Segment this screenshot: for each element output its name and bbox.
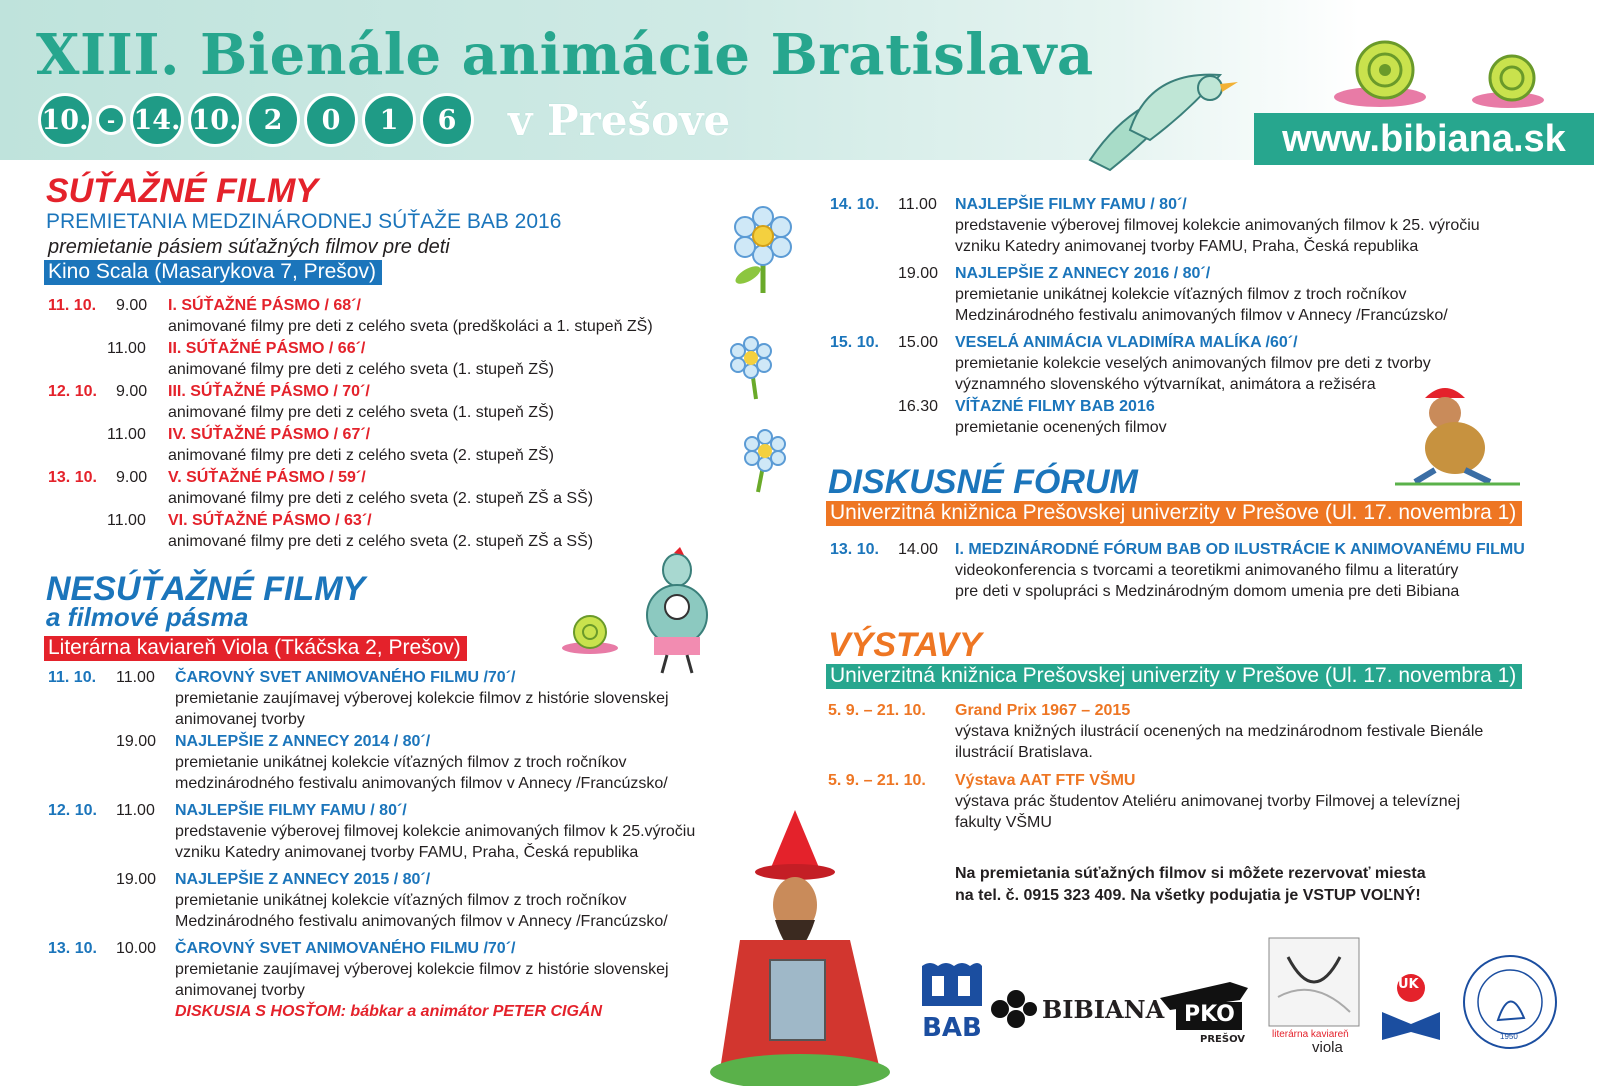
- flower-icon: [728, 205, 798, 295]
- snail-icon: [560, 612, 620, 656]
- forum-venue: Univerzitná knižnica Prešovskej univerzity v Prešove (Ul. 17. novembra 1): [826, 501, 1522, 526]
- event-desc: animovanej tvorby: [175, 982, 305, 999]
- event-title: NAJLEPŠIE Z ANNECY 2015 / 80´/: [175, 871, 431, 888]
- event-desc: pre deti v spolupráci s Medzinárodným domom umenia pre deti Bibiana: [955, 583, 1460, 600]
- event-time: 19.00: [116, 871, 157, 888]
- event-desc: výstava knižných ilustrácií ocenených na medzinárodnom festivale Bienále: [955, 723, 1484, 740]
- bibiana-logo: [990, 985, 1164, 1033]
- seal-year: 1950: [1500, 1032, 1518, 1041]
- notice-line: na tel. č. 0915 323 409. Na všetky podujatia je VSTUP VOĽNÝ!: [955, 887, 1421, 904]
- bibiana-label: BIBIANA: [1042, 994, 1165, 1024]
- gnome-illustration: [1395, 378, 1520, 486]
- exhibitions-title: VÝSTAVY: [828, 626, 982, 664]
- discussion-note: DISKUSIA S HOSŤOM: bábkar a animátor PETER CIGÁN: [175, 1003, 603, 1020]
- event-desc: Medzinárodného festivalu animovaných filmov v Annecy /Francúzsko/: [955, 307, 1448, 324]
- event-date: 12. 10.: [48, 802, 97, 819]
- event-desc: vzniku Katedry animovanej tvorby FAMU, Praha, Česká republika: [955, 238, 1419, 255]
- notice-line: Na premietania súťažných filmov si môžete rezervovať miesta: [955, 865, 1426, 882]
- event-title: NAJLEPŠIE FILMY FAMU / 80´/: [175, 802, 407, 819]
- event-title: II. SÚŤAŽNÉ PÁSMO / 66´/: [168, 340, 366, 357]
- snail-icon: [1470, 50, 1550, 110]
- date-circle: 2: [246, 93, 300, 147]
- event-desc: animované filmy pre deti z celého sveta (1. stupeň ZŠ): [168, 361, 554, 378]
- date-circle: 10.: [188, 93, 242, 147]
- date-circle: 10.: [38, 93, 92, 147]
- event-time: 16.30: [898, 398, 939, 415]
- noncompetition-venue: Literárna kaviareň Viola (Tkáčska 2, Prešov): [44, 636, 467, 661]
- place-label: v Prešove: [508, 95, 731, 145]
- reservation-notice: [955, 863, 1426, 907]
- event-title: Výstava AAT FTF VŠMU: [955, 772, 1136, 789]
- pko-sub-label: PREŠOV: [1200, 1034, 1246, 1045]
- event-desc: animované filmy pre deti z celého sveta (1. stupeň ZŠ): [168, 404, 554, 421]
- university-seal: [1462, 954, 1558, 1050]
- event-date: 5. 9. – 21. 10.: [828, 772, 926, 789]
- website-link[interactable]: www.bibiana.sk: [1254, 113, 1594, 165]
- event-desc: Medzinárodného festivalu animovaných filmov v Annecy /Francúzsko/: [175, 913, 668, 930]
- competition-title: SÚŤAŽNÉ FILMY: [46, 172, 318, 210]
- event-desc: animovanej tvorby: [175, 711, 305, 728]
- event-date: 15. 10.: [830, 334, 879, 351]
- event-title: V. SÚŤAŽNÉ PÁSMO / 59´/: [168, 469, 366, 486]
- event-time: 11.00: [116, 669, 155, 686]
- event-desc: premietanie unikátnej kolekcie víťazných filmov z troch ročníkov: [175, 892, 627, 909]
- noncompetition-title: NESÚŤAŽNÉ FILMY: [46, 570, 366, 608]
- event-date: 11. 10.: [48, 297, 97, 314]
- event-title: NAJLEPŠIE Z ANNECY 2014 / 80´/: [175, 733, 431, 750]
- event-title: ČAROVNÝ SVET ANIMOVANÉHO FILMU /70´/: [175, 669, 516, 686]
- event-time: 11.00: [116, 802, 155, 819]
- event-time: 15.00: [898, 334, 939, 351]
- event-desc: významného slovenského výtvarníkat, animátora a režiséra: [955, 376, 1376, 393]
- viola-mark-icon: [1268, 937, 1360, 1027]
- viola-sub-label: literárna kaviareň: [1272, 1029, 1349, 1040]
- viola-label: viola: [1312, 1039, 1343, 1056]
- event-desc: videokonferencia s tvorcami a teoretikmi animovaného filmu a literatúry: [955, 562, 1459, 579]
- event-date: 13. 10.: [48, 940, 97, 957]
- date-row: [38, 92, 730, 148]
- event-date: 5. 9. – 21. 10.: [828, 702, 926, 719]
- event-desc: premietanie unikátnej kolekcie víťazných filmov z troch ročníkov: [175, 754, 627, 771]
- event-time: 11.00: [107, 426, 146, 443]
- date-dash: -: [96, 105, 126, 135]
- bibiana-mark-icon: [990, 985, 1038, 1033]
- event-title: NAJLEPŠIE Z ANNECY 2016 / 80´/: [955, 265, 1211, 282]
- forum-title: DISKUSNÉ FÓRUM: [828, 463, 1138, 501]
- uk-logo: [1380, 972, 1442, 1042]
- event-date: 13. 10.: [830, 541, 879, 558]
- event-date: 14. 10.: [830, 196, 879, 213]
- event-desc: výstava prác študentov Ateliéru animovanej tvorby Filmovej a televíznej: [955, 793, 1461, 810]
- event-desc: medzinárodného festivalu animovaných filmov v Annecy /Francúzsko/: [175, 775, 668, 792]
- event-title: VESELÁ ANIMÁCIA VLADIMÍRA MALÍKA /60´/: [955, 334, 1298, 351]
- event-title: NAJLEPŠIE FILMY FAMU / 80´/: [955, 196, 1187, 213]
- event-desc: fakulty VŠMU: [955, 814, 1052, 831]
- competition-tagline: premietanie pásiem súťažných filmov pre deti: [48, 236, 450, 258]
- event-time: 19.00: [116, 733, 157, 750]
- event-desc: predstavenie výberovej filmovej kolekcie animovaných filmov k 25.výročiu: [175, 823, 696, 840]
- exhibitions-venue: Univerzitná knižnica Prešovskej univerzity v Prešove (Ul. 17. novembra 1): [826, 664, 1522, 689]
- viola-logo: [1268, 937, 1360, 1057]
- flower-icon: [726, 335, 776, 401]
- event-time: 10.00: [116, 940, 157, 957]
- event-desc: animované filmy pre deti z celého sveta (predškoláci a 1. stupeň ZŠ): [168, 318, 653, 335]
- event-title: VÍŤAZNÉ FILMY BAB 2016: [955, 398, 1155, 415]
- event-time: 9.00: [116, 383, 148, 400]
- event-time: 14.00: [898, 541, 939, 558]
- event-desc: predstavenie výberovej filmovej kolekcie animovaných filmov k 25. výročiu: [955, 217, 1480, 234]
- event-date: 11. 10.: [48, 669, 97, 686]
- event-date: 13. 10.: [48, 469, 97, 486]
- event-title: Grand Prix 1967 – 2015: [955, 702, 1131, 719]
- event-desc: premietanie unikátnej kolekcie víťazných filmov z troch ročníkov: [955, 286, 1407, 303]
- event-title: VI. SÚŤAŽNÉ PÁSMO / 63´/: [168, 512, 372, 529]
- event-title: I. MEDZINÁRODNÉ FÓRUM BAB OD ILUSTRÁCIE K ANIMOVANÉMU FILMU: [955, 541, 1525, 558]
- uk-label: UK: [1398, 977, 1419, 992]
- event-title: IV. SÚŤAŽNÉ PÁSMO / 67´/: [168, 426, 371, 443]
- pko-label: PKO: [1184, 1002, 1235, 1027]
- event-desc: premietanie kolekcie veselých animovaných filmov pre deti z tvorby: [955, 355, 1431, 372]
- event-desc: premietanie ocenených filmov: [955, 419, 1167, 436]
- event-desc: ilustrácií Bratislava.: [955, 744, 1093, 761]
- event-time: 9.00: [116, 297, 148, 314]
- snail-icon: [1330, 35, 1430, 110]
- event-desc: vzniku Katedry animovanej tvorby FAMU, Praha, Česká republika: [175, 844, 639, 861]
- event-time: 11.00: [107, 512, 146, 529]
- date-circle: 14.: [130, 93, 184, 147]
- event-time: 11.00: [898, 196, 937, 213]
- competition-venue: Kino Scala (Masarykova 7, Prešov): [44, 260, 382, 285]
- event-title: III. SÚŤAŽNÉ PÁSMO / 70´/: [168, 383, 370, 400]
- date-circle: 1: [362, 93, 416, 147]
- event-title: ČAROVNÝ SVET ANIMOVANÉHO FILMU /70´/: [175, 940, 516, 957]
- event-time: 9.00: [116, 469, 148, 486]
- bab-mark-icon: [920, 958, 984, 1008]
- wizard-illustration: [700, 810, 900, 1086]
- event-desc: premietanie zaujímavej výberovej kolekcie filmov z histórie slovenskej: [175, 961, 669, 978]
- flower-icon: [740, 428, 790, 494]
- competition-subtitle: PREMIETANIA MEDZINÁRODNEJ SÚŤAŽE BAB 2016: [46, 210, 562, 233]
- noncompetition-title2: a filmové pásma: [46, 602, 249, 632]
- event-time: 11.00: [107, 340, 146, 357]
- event-title: I. SÚŤAŽNÉ PÁSMO / 68´/: [168, 297, 361, 314]
- pko-logo: [1160, 980, 1250, 1050]
- date-circle: 6: [420, 93, 474, 147]
- bab-label: BAB: [922, 1013, 982, 1043]
- bird-illustration: [1070, 60, 1240, 180]
- bab-logo: [920, 958, 984, 1044]
- page-title: XIII. Bienále animácie Bratislava: [36, 22, 1094, 88]
- event-desc: animované filmy pre deti z celého sveta (2. stupeň ZŠ): [168, 447, 554, 464]
- chicken-illustration: [632, 545, 722, 675]
- event-desc: animované filmy pre deti z celého sveta (2. stupeň ZŠ a SŠ): [168, 533, 594, 550]
- event-desc: animované filmy pre deti z celého sveta (2. stupeň ZŠ a SŠ): [168, 490, 594, 507]
- date-circle: 0: [304, 93, 358, 147]
- event-time: 19.00: [898, 265, 939, 282]
- event-desc: premietanie zaujímavej výberovej kolekcie filmov z histórie slovenskej: [175, 690, 669, 707]
- event-date: 12. 10.: [48, 383, 97, 400]
